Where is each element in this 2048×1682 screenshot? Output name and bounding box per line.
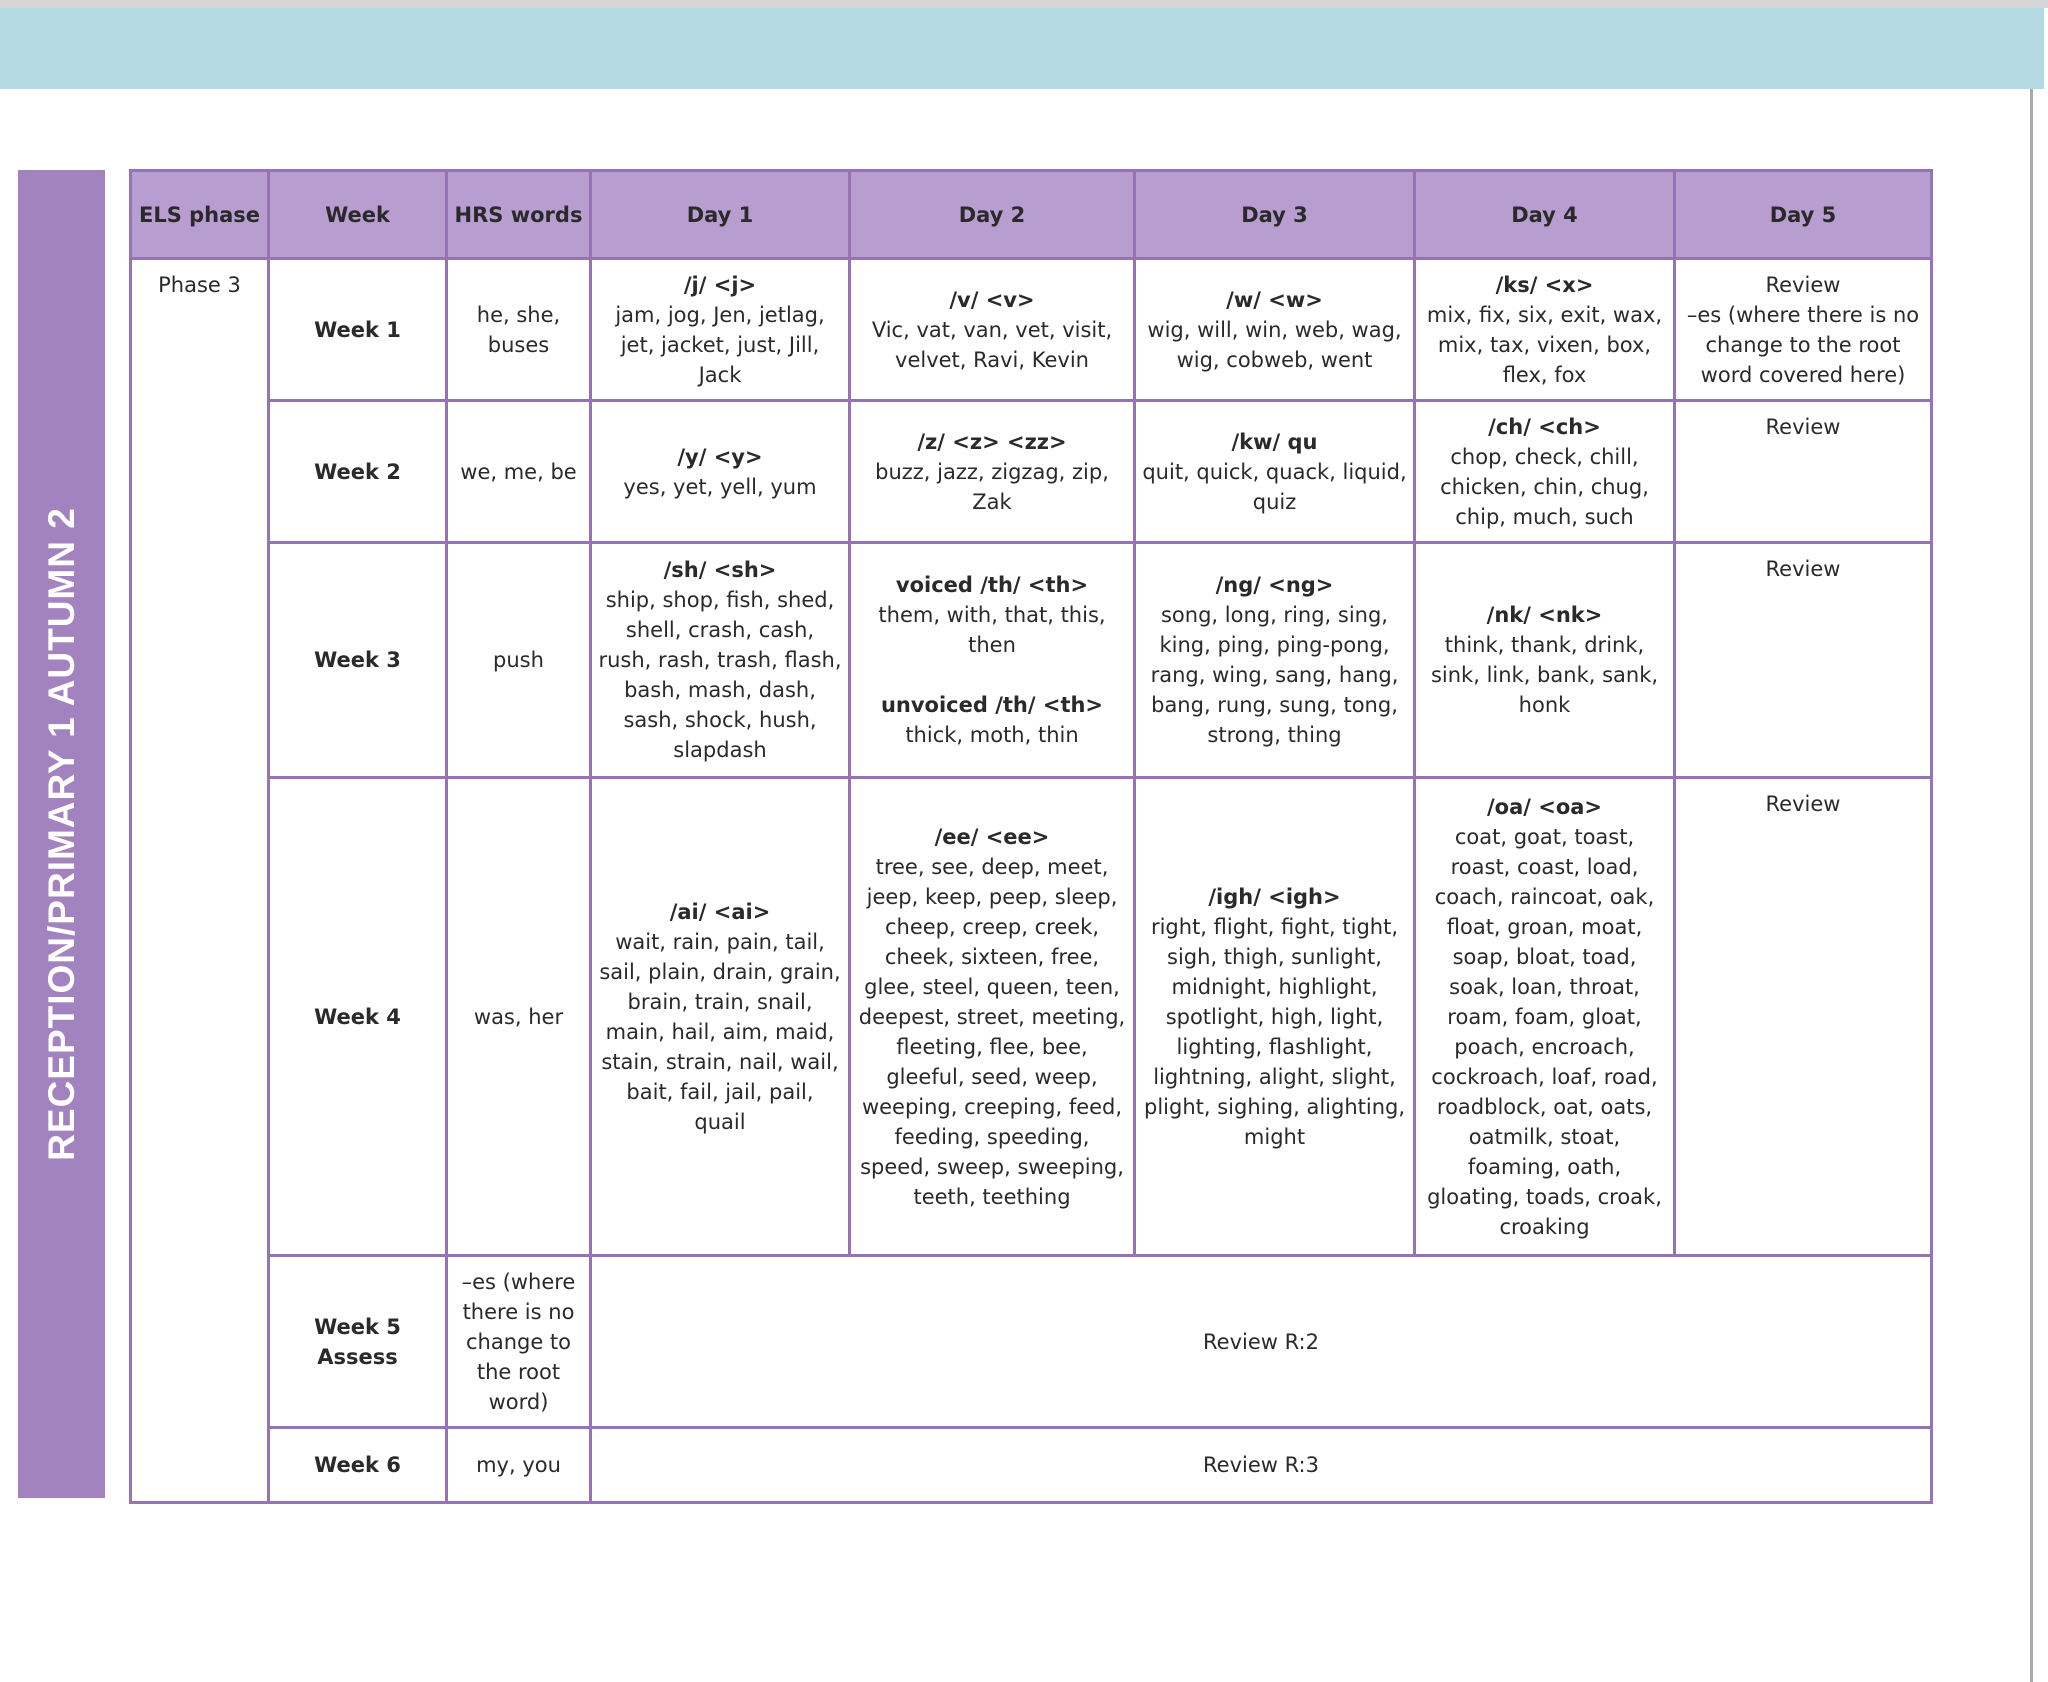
day-cell: [1135, 778, 1415, 1256]
day-cell: [850, 543, 1135, 778]
grapheme-heading: /sh/ <sh>: [663, 558, 777, 582]
hrs-cell: he, she, buses: [447, 259, 591, 401]
table-row: [131, 778, 1932, 1256]
grapheme-heading: /kw/ qu: [1231, 429, 1318, 454]
day-cell: [591, 543, 850, 778]
review-label: Review: [1765, 792, 1841, 816]
header-day-3: Day 3: [1135, 171, 1415, 259]
grapheme-heading: /ks/ <x>: [1495, 272, 1594, 297]
grapheme-heading: /v/ <v>: [949, 287, 1035, 312]
header-els-phase: ELS phase: [131, 171, 269, 259]
day-cell: [1675, 401, 1932, 543]
grapheme-heading: unvoiced /th/ <th>: [880, 693, 1104, 717]
grapheme-heading: /j/ <j>: [683, 272, 757, 297]
header-week: Week: [269, 171, 447, 259]
merged-review-cell: Review R:3: [591, 1428, 1932, 1503]
merged-review-cell: Review R:2: [591, 1256, 1932, 1428]
table-row: [131, 1256, 1932, 1428]
word-list: Vic, vat, van, vet, visit, velvet, Ravi, Kevin: [871, 317, 1113, 372]
hrs-cell: we, me, be: [447, 401, 591, 543]
word-list: ship, shop, fish, shed, shell, crash, cash, rush, rash, trash, flash, bash, mash, dash, sash, shock, hush, slapdash: [598, 588, 842, 762]
hrs-cell: –es (where there is no change to the root word): [447, 1256, 591, 1428]
grapheme-heading: /nk/ <nk>: [1486, 603, 1603, 627]
hrs-cell: my, you: [447, 1428, 591, 1503]
hrs-cell: push: [447, 543, 591, 778]
review-label: Review: [1765, 557, 1841, 581]
grapheme-heading: voiced /th/ <th>: [895, 573, 1089, 597]
top-edge: [0, 0, 2048, 8]
word-list: wig, will, win, web, wag, wig, cobweb, went: [1147, 317, 1402, 372]
side-banner-title: RECEPTION/PRIMARY 1 AUTUMN 2: [41, 507, 82, 1161]
page-edge: [2030, 89, 2033, 1682]
review-label: Review: [1765, 415, 1841, 439]
day-cell: [1135, 543, 1415, 778]
week-cell: Week 5 Assess: [269, 1256, 447, 1428]
table-row: [131, 1428, 1932, 1503]
word-list: right, flight, fight, tight, sigh, thigh, sunlight, midnight, highlight, spotlight, high, light, lighting, flashlight, lightning, alight, slight, plight, sighing, alighting, might: [1143, 914, 1406, 1149]
day-cell: [1675, 778, 1932, 1256]
day-cell: [1675, 543, 1932, 778]
header-row: [131, 171, 1932, 259]
day-cell: [591, 259, 850, 401]
grapheme-heading: /ee/ <ee>: [934, 824, 1050, 849]
day-cell: [1415, 259, 1675, 401]
day-cell: [591, 401, 850, 543]
word-list: chop, check, chill, chicken, chin, chug, chip, much, such: [1440, 444, 1649, 529]
word-list: coat, goat, toast, roast, coast, load, coach, raincoat, oak, float, groan, moat, soap, bloat, toad, soak, loan, throat, roam, foam, gloat, poach, encroach, cockroach, loaf, road, roadblock, oat, oats, oatmilk, stoat, foaming, oath, gloating, toads, croak, croaking: [1427, 824, 1662, 1239]
day-cell: [850, 401, 1135, 543]
word-list: buzz, jazz, zigzag, zip, Zak: [875, 459, 1109, 514]
review-label: Review: [1765, 272, 1841, 297]
week-cell: Week 6: [269, 1428, 447, 1503]
table-row: [131, 401, 1932, 543]
word-list: thick, moth, thin: [905, 723, 1079, 747]
side-banner: [18, 170, 105, 1498]
header-day-2: Day 2: [850, 171, 1135, 259]
table-row: [131, 543, 1932, 778]
word-list: wait, rain, pain, tail, sail, plain, drain, grain, brain, train, snail, main, hail, aim, maid, stain, strain, nail, wail, bait, fail, jail, pail, quail: [599, 929, 841, 1134]
word-list: jam, jog, Jen, jetlag, jet, jacket, just, Jill, Jack: [615, 302, 825, 387]
day-cell: [1415, 401, 1675, 543]
week-cell: Week 1: [269, 259, 447, 401]
day-cell: [850, 778, 1135, 1256]
header-day-1: Day 1: [591, 171, 850, 259]
grapheme-heading: /y/ <y>: [677, 444, 763, 469]
day-cell: [1675, 259, 1932, 401]
header-band: [0, 8, 2044, 89]
word-list: yes, yet, yell, yum: [623, 474, 817, 499]
day-cell: [1135, 401, 1415, 543]
word-list: song, long, ring, sing, king, ping, ping-pong, rang, wing, sang, hang, bang, rung, sung, tong, strong, thing: [1150, 603, 1399, 747]
day-cell: [1135, 259, 1415, 401]
word-list: tree, see, deep, meet, jeep, keep, peep, sleep, cheep, creep, creek, cheek, sixteen, free, glee, steel, queen, teen, deepest, street, meeting, fleeting, flee, bee, gleeful, seed, weep, weeping, creeping, feed, feeding, speeding, speed, sweep, sweeping, teeth, teething: [858, 854, 1126, 1209]
day-cell: [1415, 543, 1675, 778]
week-cell: Week 2: [269, 401, 447, 543]
grapheme-heading: /oa/ <oa>: [1486, 794, 1603, 819]
table-row: [131, 259, 1932, 401]
word-list: quit, quick, quack, liquid, quiz: [1142, 459, 1407, 514]
header-hrs-words: HRS words: [447, 171, 591, 259]
word-list: them, with, that, this, then: [878, 603, 1106, 657]
hrs-cell: was, her: [447, 778, 591, 1256]
day-cell: [591, 778, 850, 1256]
word-list: think, thank, drink, sink, link, bank, sank, honk: [1430, 633, 1659, 717]
grapheme-heading: /ng/ <ng>: [1215, 573, 1334, 597]
word-list: mix, fix, six, exit, wax, mix, tax, vixen, box, flex, fox: [1426, 302, 1663, 387]
grapheme-heading: /w/ <w>: [1226, 287, 1323, 312]
review-note: –es (where there is no change to the root word covered here): [1686, 302, 1920, 387]
grapheme-heading: /igh/ <igh>: [1208, 884, 1341, 909]
week-cell: Week 4: [269, 778, 447, 1256]
header-day-5: Day 5: [1675, 171, 1932, 259]
week-cell: Week 3: [269, 543, 447, 778]
day-cell: [850, 259, 1135, 401]
day-cell: [1415, 778, 1675, 1256]
grapheme-heading: /ch/ <ch>: [1488, 414, 1601, 439]
phonics-plan-table: [129, 169, 1933, 1504]
grapheme-heading: /z/ <z> <zz>: [917, 429, 1067, 454]
phase-cell: Phase 3: [131, 259, 269, 1503]
grapheme-heading: /ai/ <ai>: [669, 899, 771, 924]
header-day-4: Day 4: [1415, 171, 1675, 259]
